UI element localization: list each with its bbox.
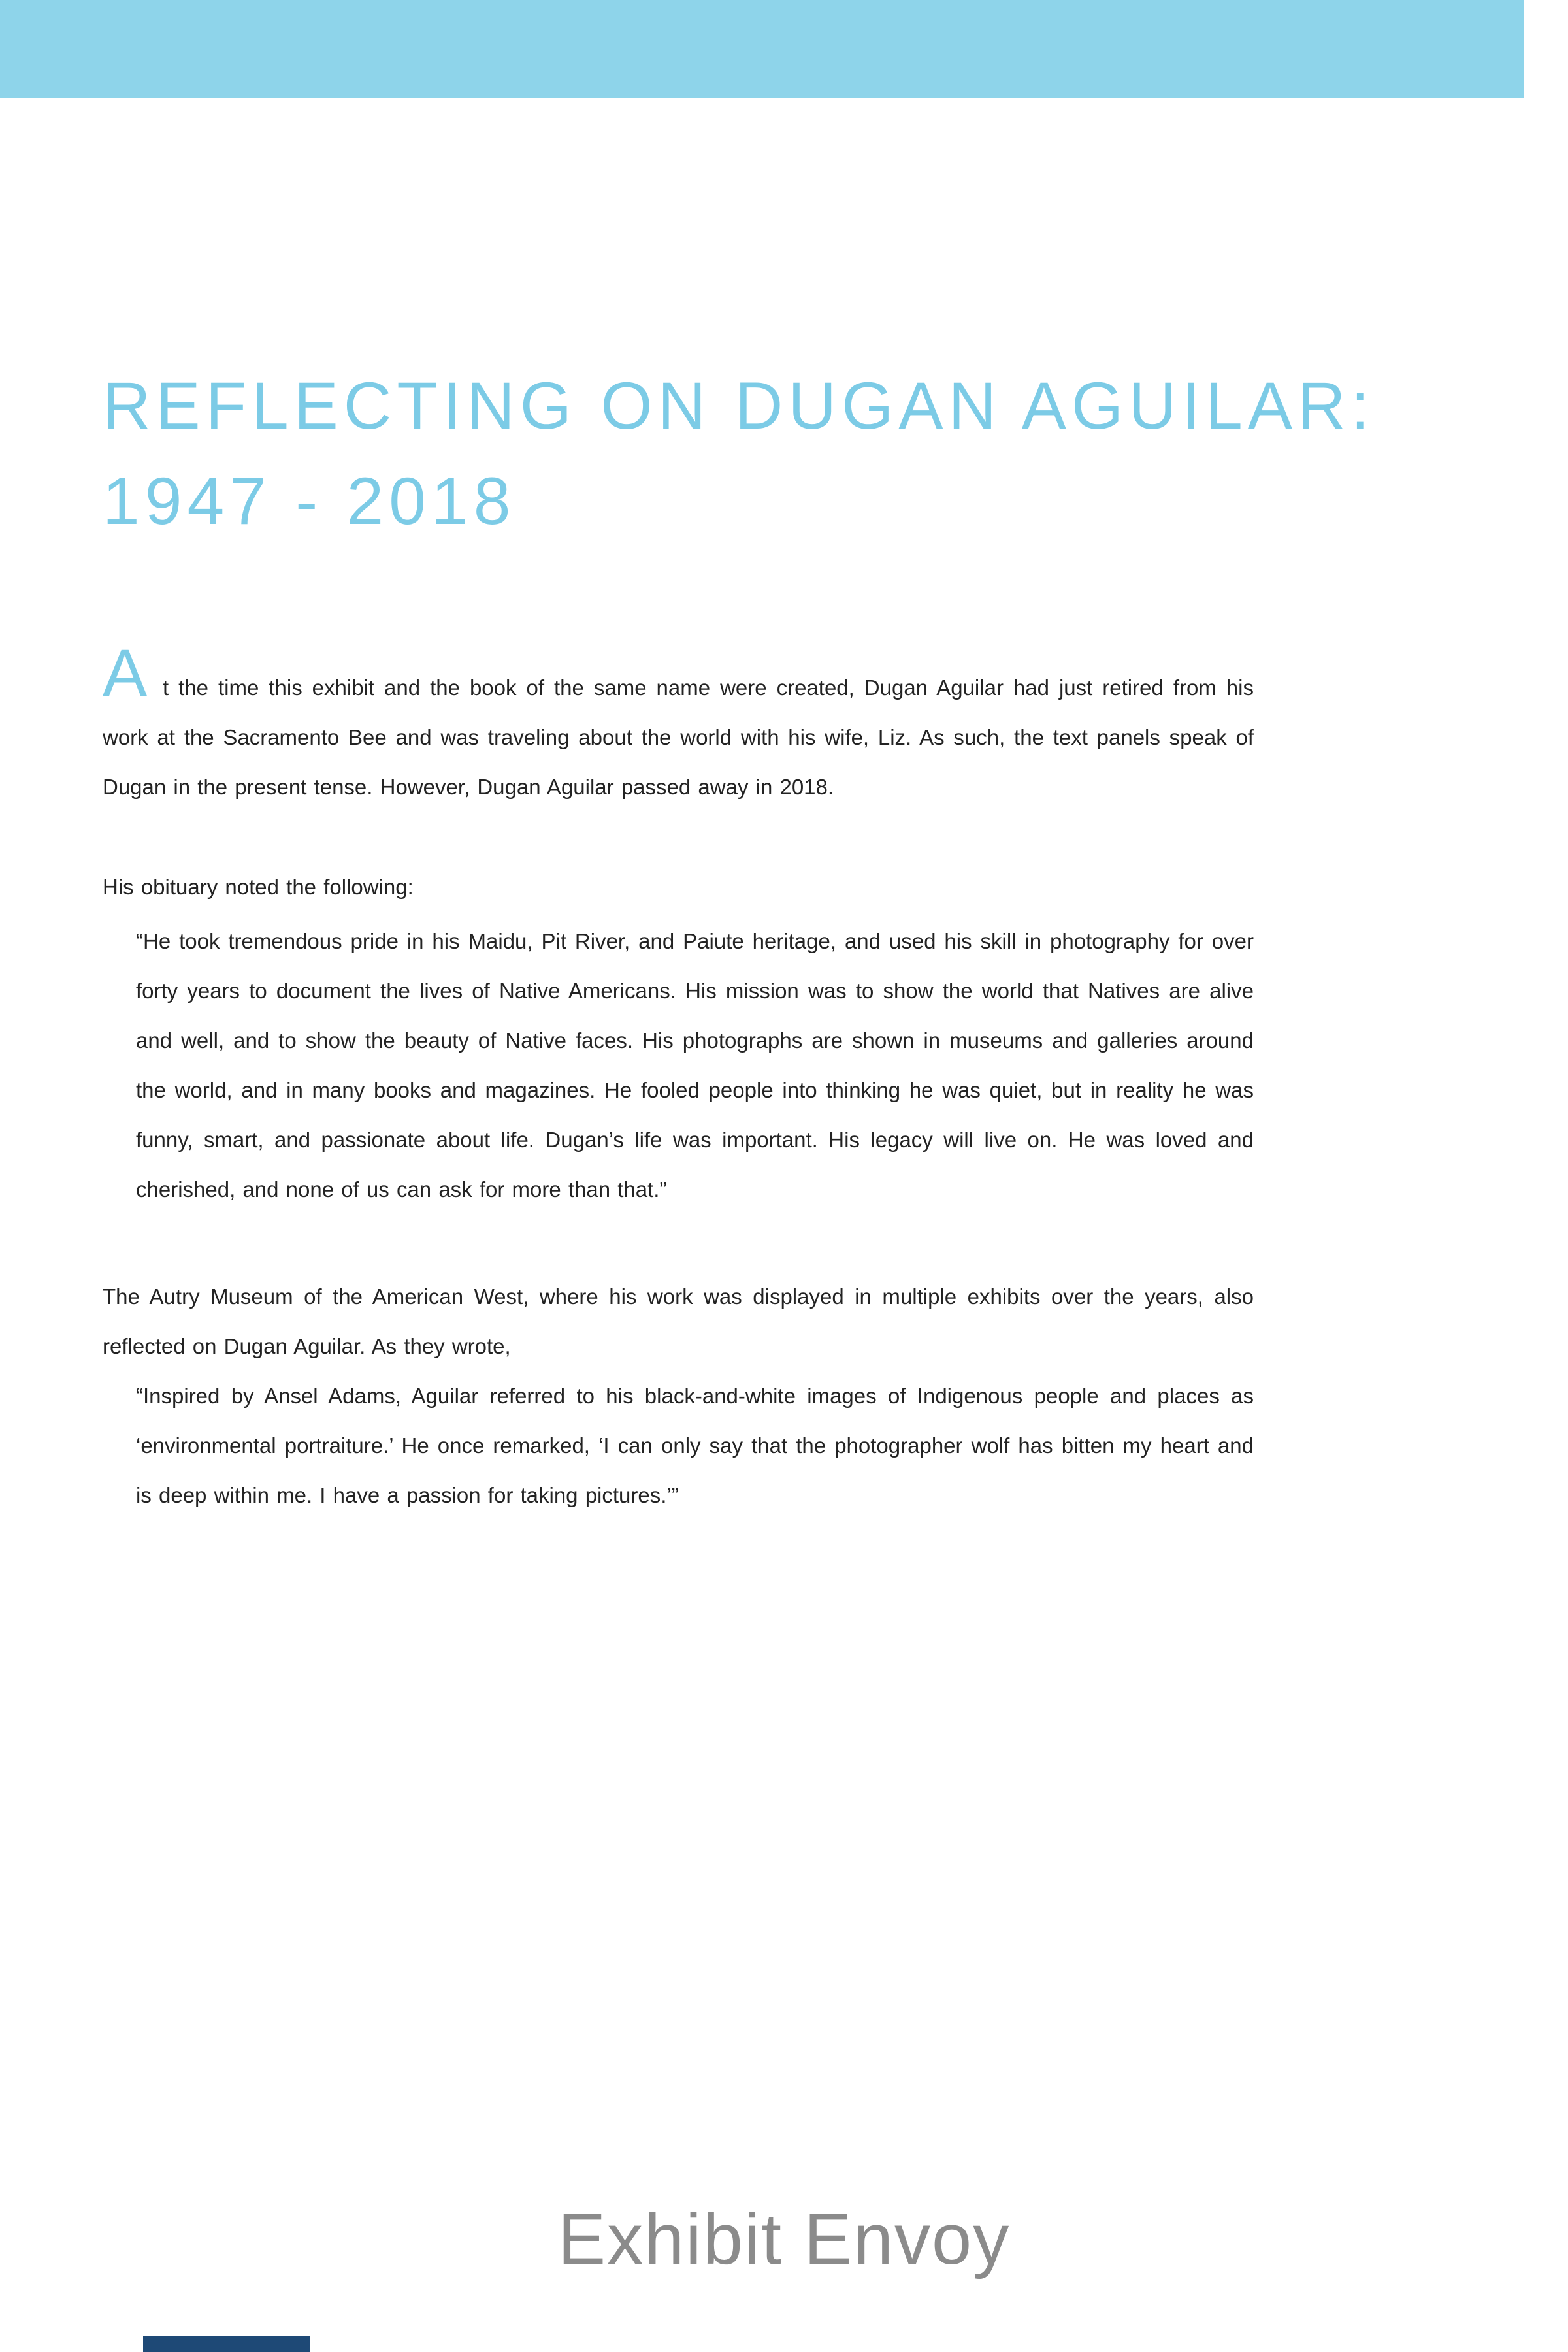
- drop-cap-letter: A: [103, 636, 148, 710]
- intro-paragraph-text: t the time this exhibit and the book of the same name were created, Dugan Aguilar had just retired from his work at the Sacramento Bee and was traveling about the world with his wife, Liz. As such, the text panels speak of Dugan in the present tense. However, Dugan Aguilar passed away in 2018.: [103, 676, 1254, 799]
- top-banner-bar: [0, 0, 1524, 98]
- page-title: [103, 358, 1409, 549]
- autry-quote: “Inspired by Ansel Adams, Aguilar referred to his black-and-white images of Indigenous people and places as ‘environmental portraiture.’ He once remarked, ‘I can only say that the photographer wolf has bitten my heart and is deep within me. I have a passion for taking pictures.’”: [136, 1384, 1254, 1507]
- obituary-quote: “He took tremendous pride in his Maidu, Pit River, and Paiute heritage, and used his skill in photography for over forty years to document the lives of Native Americans. His mission was to show the world that Natives are alive and well, and to show the beauty of Native faces. His photographs are shown in museums and galleries around the world, and in many books and magazines. He fooled people into thinking he was quiet, but in reality he was funny, smart, and passionate about life. Dugan’s life was important. His legacy will live on. He was loved and cherished, and none of us can ask for more than that.”: [136, 929, 1254, 1201]
- page-title-line-2: 1947 - 2018: [103, 464, 516, 538]
- bottom-accent-bar: [143, 2336, 310, 2352]
- intro-paragraph: [103, 663, 1254, 812]
- obituary-lead: His obituary noted the following:: [103, 875, 414, 899]
- exhibit-envoy-logo-text: Exhibit Envoy: [557, 2199, 1011, 2279]
- autry-lead: The Autry Museum of the American West, where his work was displayed in multiple exhibits over the years, also reflected on Dugan Aguilar. As they wrote,: [103, 1284, 1254, 1358]
- page-title-line-1: REFLECTING ON DUGAN AGUILAR:: [103, 368, 1375, 443]
